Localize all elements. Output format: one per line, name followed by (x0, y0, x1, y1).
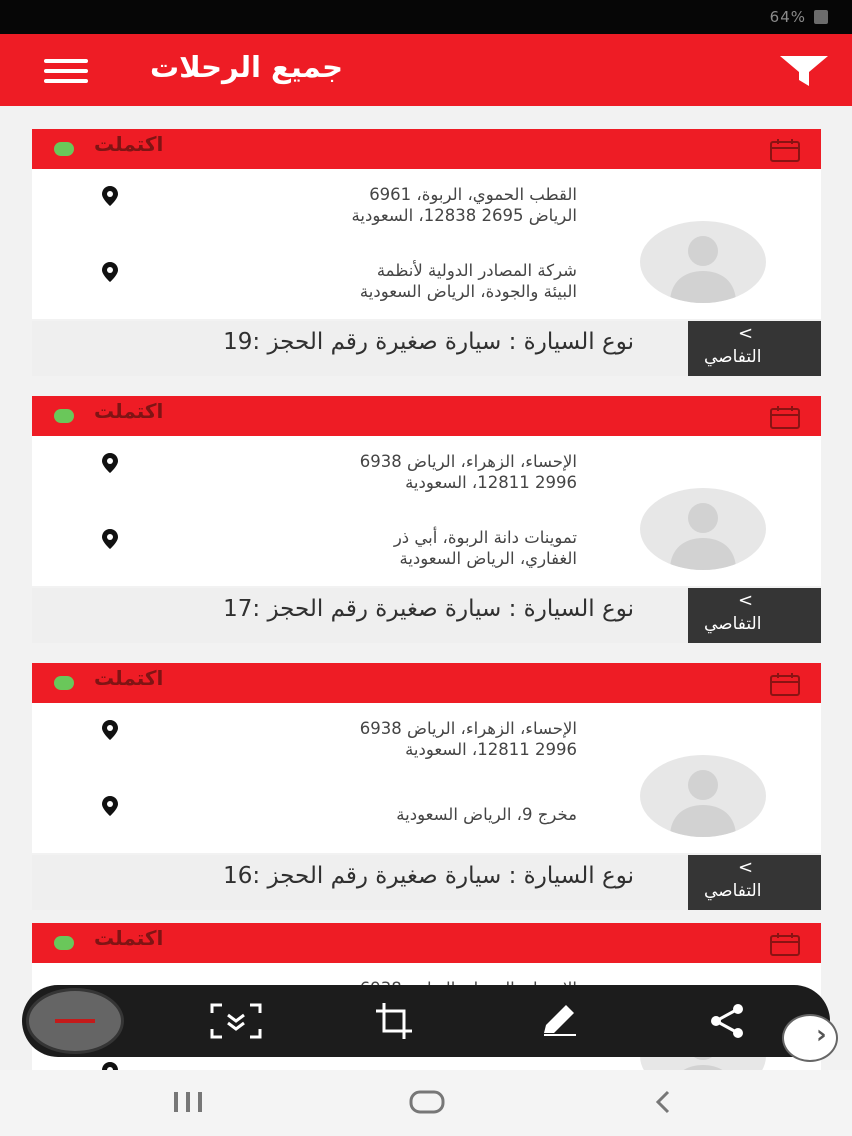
pickup-address-line: القطب الحموي، الربوة، 6961 (369, 185, 577, 204)
trip-card-header (32, 396, 821, 436)
dropoff-address-line: تموينات دانة الربوة، أبي ذر (393, 528, 577, 547)
trip-status: اكتملت (94, 399, 164, 423)
trip-card-body (32, 169, 821, 319)
driver-avatar (640, 488, 766, 570)
details-button[interactable] (688, 321, 821, 376)
page-title: جميع الرحلات (150, 50, 344, 84)
pickup-address-line: 2996 12811، السعودية (405, 473, 577, 492)
edge-handle[interactable] (782, 1014, 838, 1062)
chevron-icon: › (816, 1020, 827, 1050)
battery-percent: 64% (769, 8, 806, 26)
status-dot (54, 409, 74, 423)
driver-avatar (640, 221, 766, 303)
share-icon[interactable] (706, 1001, 750, 1041)
navigation-bar (0, 1070, 852, 1136)
details-button-label: التفاصي (704, 614, 762, 634)
dropoff-address-line: شركة المصادر الدولية لأنظمة (376, 261, 577, 280)
chevron-left-icon: < (738, 857, 754, 878)
app-bar (0, 34, 852, 106)
trip-status: اكتملت (94, 666, 164, 690)
map-pin-icon (100, 795, 120, 817)
home-icon[interactable] (405, 1070, 449, 1136)
status-bar (0, 0, 852, 34)
status-dot (54, 936, 74, 950)
back-icon[interactable] (640, 1070, 684, 1136)
calendar-icon (769, 673, 801, 697)
map-pin-icon (100, 185, 120, 207)
battery-icon (814, 10, 828, 24)
chevron-left-icon: < (738, 590, 754, 611)
screenshot-thumbnail[interactable] (26, 988, 124, 1054)
trip-card-header (32, 663, 821, 703)
details-button-label: التفاصي (704, 347, 762, 367)
map-pin-icon (100, 528, 120, 550)
dropoff-address-line: مخرج 9، الرياض السعودية (396, 805, 577, 824)
calendar-icon (769, 139, 801, 163)
hamburger-icon[interactable] (44, 59, 90, 85)
pickup-address-line: الرياض 2695 12838، السعودية (351, 206, 577, 225)
pickup-address (197, 718, 577, 760)
chevron-left-icon: < (738, 323, 754, 344)
details-button[interactable] (688, 855, 821, 910)
dropoff-address-line: الغفاري، الرياض السعودية (399, 549, 577, 568)
trip-card-footer (32, 588, 821, 643)
details-button[interactable] (688, 588, 821, 643)
car-type-booking-number: نوع السيارة : سيارة صغيرة رقم الحجز :19 (223, 329, 634, 355)
trip-status: اكتملت (94, 132, 164, 156)
dropoff-address (197, 527, 577, 569)
crop-icon[interactable] (372, 1001, 416, 1041)
screenshot-toolbar (22, 985, 830, 1057)
details-button-label: التفاصي (704, 881, 762, 901)
trip-card-body (32, 436, 821, 586)
pickup-address (197, 451, 577, 493)
dropoff-address-line: البيئة والجودة، الرياض السعودية (359, 282, 577, 301)
scroll-capture-icon[interactable] (208, 1001, 252, 1041)
trip-status: اكتملت (94, 926, 164, 950)
trip-card-body (32, 703, 821, 853)
map-pin-icon (100, 719, 120, 741)
trip-card (32, 663, 821, 911)
calendar-icon (769, 406, 801, 430)
map-pin-icon (100, 452, 120, 474)
trip-card-header (32, 923, 821, 963)
pickup-address (197, 184, 577, 226)
pencil-icon[interactable] (538, 1001, 582, 1041)
trip-card-header (32, 129, 821, 169)
pickup-address-line: الإحساء، الزهراء، الرياض 6938 (359, 719, 577, 738)
driver-avatar (640, 755, 766, 837)
dropoff-address (197, 260, 577, 302)
trip-list[interactable] (0, 106, 852, 1071)
status-dot (54, 676, 74, 690)
trip-card (32, 129, 821, 377)
car-type-booking-number: نوع السيارة : سيارة صغيرة رقم الحجز :16 (223, 863, 634, 889)
funnel-icon[interactable] (778, 54, 830, 88)
map-pin-icon (100, 261, 120, 283)
calendar-icon (769, 933, 801, 957)
pickup-address-line: 2996 12811، السعودية (405, 740, 577, 759)
trip-card-footer (32, 321, 821, 376)
dropoff-address (197, 804, 577, 825)
trip-card-footer (32, 855, 821, 910)
status-dot (54, 142, 74, 156)
pickup-address-line: الإحساء، الزهراء، الرياض 6938 (359, 452, 577, 471)
car-type-booking-number: نوع السيارة : سيارة صغيرة رقم الحجز :17 (223, 596, 634, 622)
trip-card (32, 396, 821, 644)
recent-apps-icon[interactable] (170, 1070, 210, 1136)
